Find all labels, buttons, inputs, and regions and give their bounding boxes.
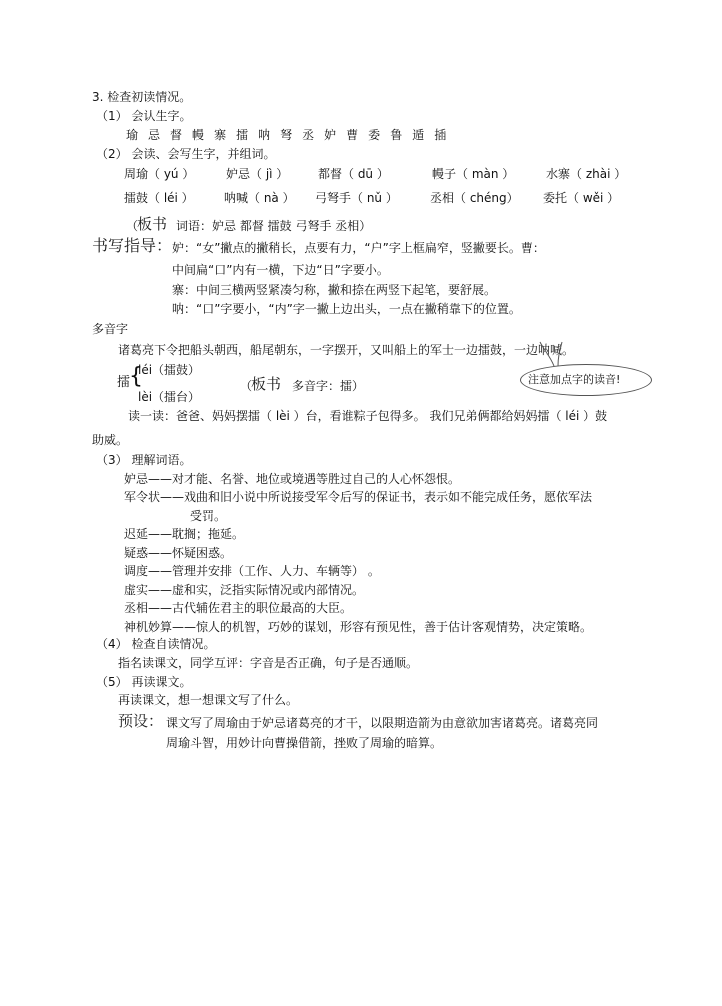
new-character: 曹 bbox=[346, 128, 359, 142]
new-character: 忌 bbox=[148, 128, 161, 142]
vocab-entry: 军令状——戏曲和旧小说中所说接受军令后写的保证书，表示如不能完成任务，愿依军法 bbox=[124, 490, 593, 504]
new-character: 委 bbox=[368, 128, 381, 142]
preset-text: 课文写了周瑜由于妒忌诸葛亮的才干，以限期造箭为由意欲加害诸葛亮。诸葛亮同 bbox=[166, 716, 599, 730]
pinyin-row-2 bbox=[124, 190, 619, 206]
item2-title: （2） 会读、会写生字，并组词。 bbox=[96, 147, 276, 161]
pinyin-word: 妒忌（ jì ） bbox=[226, 167, 289, 181]
board-note-vocab: 词语：妒忌 都督 擂鼓 弓弩手 丞相） bbox=[176, 219, 372, 233]
item3-title: （3） 理解词语。 bbox=[96, 453, 192, 467]
vocab-entry: 丞相——古代辅佐君主的职位最高的大臣。 bbox=[124, 601, 353, 615]
callout-text: 注意加点字的读音! bbox=[528, 373, 621, 386]
vocab-entry: 疑惑——怀疑困惑。 bbox=[124, 546, 233, 560]
pinyin-word: 擂鼓（ léi ） bbox=[124, 191, 194, 205]
item5-text: 再读课文，想一想课文写了什么。 bbox=[118, 693, 299, 707]
item4-title: （4） 检查自读情况。 bbox=[96, 637, 216, 651]
pinyin-word: 水寨（ zhài ） bbox=[546, 167, 627, 181]
callout-tail-icon bbox=[536, 340, 566, 368]
read-aloud-line: 读一读：爸爸、妈妈摆擂（ lèi ）台，看谁粽子包得多。 我们兄弟俩都给妈妈擂（ léi ）鼓 bbox=[128, 409, 608, 423]
vocab-entry: 虚实——虚和实，泛指实际情况或内部情况。 bbox=[124, 583, 365, 597]
new-character: 弩 bbox=[280, 128, 293, 142]
pinyin-word: 周瑜（ yú ） bbox=[124, 167, 195, 181]
polyphone-char: 擂 bbox=[117, 375, 131, 390]
writing-guide-line: 寨：中间三横两竖紧凑匀称，撇和捺在两竖下起笔，要舒展。 bbox=[172, 283, 497, 297]
pinyin-word: 幔子（ màn ） bbox=[432, 167, 515, 181]
polyphone-title: 多音字 bbox=[92, 322, 129, 336]
new-character: 遁 bbox=[412, 128, 425, 142]
writing-guide-line: 中间扁“口”内有一横，下边“日”字要小。 bbox=[172, 263, 389, 277]
new-characters-row bbox=[126, 127, 446, 143]
new-character: 寨 bbox=[214, 128, 227, 142]
polyphone-reading: léi（擂鼓） bbox=[138, 363, 201, 377]
board-note-handwritten: 板书 bbox=[251, 375, 282, 393]
pinyin-word: 都督（ dū ） bbox=[318, 167, 389, 181]
board-note-handwritten: 板书 bbox=[137, 215, 168, 233]
pinyin-word: 丞相（ chéng） bbox=[430, 191, 519, 205]
vocab-entry-continued: 受罚。 bbox=[190, 509, 227, 523]
new-character: 擂 bbox=[236, 128, 249, 142]
section-title: 3. 检查初读情况。 bbox=[92, 90, 192, 104]
new-character: 呐 bbox=[258, 128, 271, 142]
pinyin-row-1 bbox=[124, 166, 626, 182]
pinyin-word: 弓弩手（ nǔ ） bbox=[315, 191, 398, 205]
vocab-entry: 迟延——耽搁；拖延。 bbox=[124, 527, 245, 541]
new-character: 妒 bbox=[324, 128, 337, 142]
new-character: 鲁 bbox=[390, 128, 403, 142]
new-character: 督 bbox=[170, 128, 183, 142]
board-note-paren: （ bbox=[126, 219, 139, 233]
brace-icon: { bbox=[129, 364, 143, 389]
polyphone-sentence: 诸葛亮下令把船头朝西，船尾朝东，一字摆开，又叫船上的军士一边擂鼓，一边呐喊。 bbox=[118, 343, 575, 357]
item5-title: （5） 再读课文。 bbox=[96, 675, 192, 689]
new-character: 插 bbox=[434, 128, 447, 142]
item4-text: 指名读课文，同学互评：字音是否正确，句子是否通顺。 bbox=[118, 656, 419, 670]
item1-title: （1） 会认生字。 bbox=[96, 109, 192, 123]
board-note-polyphone: 多音字：擂） bbox=[292, 379, 365, 393]
pinyin-word: 委托（ wěi ） bbox=[543, 191, 620, 205]
new-character: 幔 bbox=[192, 128, 205, 142]
vocab-entry: 调度——管理并安排（工作、人力、车辆等） 。 bbox=[124, 564, 380, 578]
writing-guide-line: 呐：“口”字要小，“内”字一撇上边出头，一点在撇稍靠下的位置。 bbox=[172, 302, 521, 316]
vocab-entry: 妒忌——对才能、名誉、地位或境遇等胜过自己的人心怀怨恨。 bbox=[124, 472, 461, 486]
read-aloud-line: 助威。 bbox=[92, 433, 129, 447]
preset-text: 周瑜斗智，用妙计向曹操借箭，挫败了周瑜的暗算。 bbox=[166, 736, 443, 750]
preset-label: 预设： bbox=[118, 712, 164, 730]
vocab-entry: 神机妙算——惊人的机智，巧妙的谋划，形容有预见性，善于估计客观情势，决定策略。 bbox=[124, 620, 593, 634]
polyphone-reading: lèi（擂台） bbox=[138, 390, 201, 404]
board-note-paren: （ bbox=[240, 379, 253, 393]
writing-guide-label: 书写指导： bbox=[92, 236, 173, 255]
writing-guide-line: 妒：“女”撇点的撇稍长，点要有力，“户”字上框扁窄，竖撇要长。曹： bbox=[172, 241, 545, 255]
new-character: 瑜 bbox=[126, 128, 139, 142]
pinyin-word: 呐喊（ nà ） bbox=[224, 191, 295, 205]
new-character: 丞 bbox=[302, 128, 315, 142]
